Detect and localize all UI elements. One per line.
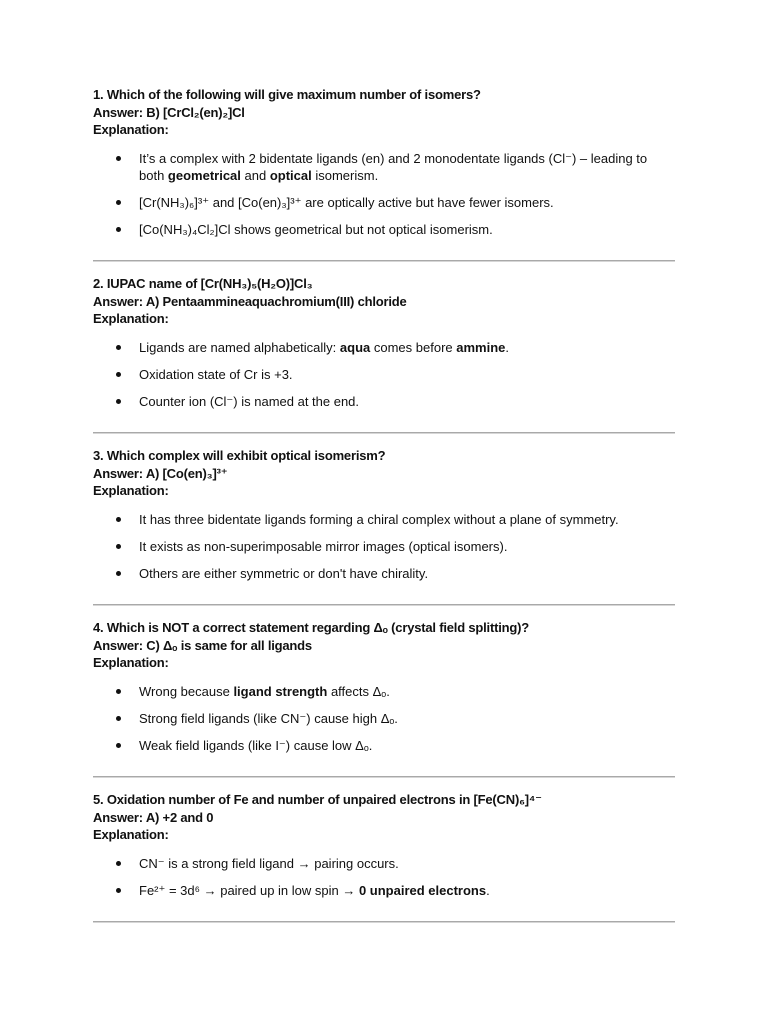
explanation-list xyxy=(93,150,675,238)
question-block-5 xyxy=(93,791,675,898)
explanation-point xyxy=(93,366,675,383)
document-page xyxy=(93,0,675,936)
bullet-dot xyxy=(116,372,121,377)
text-segment: . xyxy=(486,882,490,898)
explanation-label: Explanation: xyxy=(93,483,169,499)
explanation-point-text xyxy=(139,683,659,700)
answer-line: Answer: C) Δₒ is same for all ligands xyxy=(93,637,312,653)
text-segment: [Co(NH₃)₄Cl₂]Cl shows geometrical but not optical isomerism. xyxy=(139,221,493,237)
text-segment: CN⁻ is a strong field ligand → pairing occurs. xyxy=(139,855,399,871)
text-segment: and xyxy=(240,167,270,183)
text-segment: Wrong because xyxy=(139,683,234,699)
explanation-point xyxy=(93,565,675,582)
bold-text: ligand strength xyxy=(233,683,328,699)
explanation-label: Explanation: xyxy=(93,655,169,671)
text-segment: . xyxy=(505,339,510,355)
text-segment: It exists as non-superimposable mirror images (optical isomers). xyxy=(139,538,508,554)
bold-text: geometrical xyxy=(167,167,241,183)
explanation-point xyxy=(93,855,675,872)
explanation-point xyxy=(93,538,675,555)
explanation-point xyxy=(93,882,675,899)
explanation-point-text xyxy=(139,565,659,582)
bullet-dot xyxy=(116,571,121,576)
section-divider xyxy=(93,260,675,262)
question-block-3 xyxy=(93,447,675,581)
explanation-point-text xyxy=(139,339,659,356)
question-heading: 4. Which is NOT a correct statement regarding Δₒ (crystal field splitting)? xyxy=(93,620,529,636)
text-segment: It has three bidentate ligands forming a chiral complex without a plane of symmetry. xyxy=(139,511,619,527)
explanation-point-text xyxy=(139,194,659,211)
bold-text: 0 unpaired electrons xyxy=(358,882,487,898)
text-segment: Counter ion (Cl⁻) is named at the end. xyxy=(139,393,360,409)
bullet-dot xyxy=(116,743,121,748)
explanation-point-text xyxy=(139,221,659,238)
bullet-dot xyxy=(116,861,121,866)
bullet-dot xyxy=(116,544,121,549)
explanation-point-text xyxy=(139,393,659,410)
section-divider xyxy=(93,776,675,778)
bold-text: optical xyxy=(269,167,312,183)
bold-text: ammine xyxy=(456,339,506,355)
bold-text: aqua xyxy=(339,339,371,355)
explanation-point xyxy=(93,683,675,700)
bullet-dot xyxy=(116,517,121,522)
section-divider xyxy=(93,921,675,923)
explanation-list xyxy=(93,855,675,899)
explanation-label: Explanation: xyxy=(93,311,169,327)
explanation-point xyxy=(93,737,675,754)
text-segment: Others are either symmetric or don't have chirality. xyxy=(139,565,429,581)
explanation-point xyxy=(93,339,675,356)
answer-line: Answer: B) [CrCl₂(en)₂]Cl xyxy=(93,104,245,120)
explanation-point-text xyxy=(139,855,659,872)
explanation-point xyxy=(93,194,675,211)
text-segment: [Cr(NH₃)₆]³⁺ and [Co(en)₃]³⁺ are optically active but have fewer isomers. xyxy=(139,194,554,210)
explanation-list xyxy=(93,511,675,582)
explanation-label: Explanation: xyxy=(93,827,169,843)
bullet-dot xyxy=(116,200,121,205)
explanation-point-text xyxy=(139,882,659,899)
question-block-2 xyxy=(93,275,675,409)
text-segment: affects Δₒ. xyxy=(327,683,390,699)
bullet-dot xyxy=(116,716,121,721)
explanation-list xyxy=(93,339,675,410)
explanation-point-text xyxy=(139,710,659,727)
text-segment: Weak field ligands (like I⁻) cause low Δₒ. xyxy=(139,737,373,753)
text-segment: isomerism. xyxy=(311,167,379,183)
text-segment: It’s a complex with 2 bidentate ligands (en) and 2 monodentate ligands (Cl⁻) – leading to both xyxy=(139,150,648,183)
bullet-dot xyxy=(116,888,121,893)
explanation-point xyxy=(93,221,675,238)
explanation-list xyxy=(93,683,675,754)
question-heading: 3. Which complex will exhibit optical isomerism? xyxy=(93,448,386,464)
explanation-point-text xyxy=(139,366,659,383)
explanation-point-text xyxy=(139,150,659,184)
bullet-dot xyxy=(116,689,121,694)
text-segment: Ligands are named alphabetically: xyxy=(139,339,340,355)
question-heading: 1. Which of the following will give maximum number of isomers? xyxy=(93,87,481,103)
explanation-point-text xyxy=(139,737,659,754)
text-segment: Fe²⁺ = 3d⁶ → paired up in low spin → xyxy=(139,882,359,898)
bullet-dot xyxy=(116,345,121,350)
explanation-point xyxy=(93,511,675,528)
answer-line: Answer: A) +2 and 0 xyxy=(93,809,214,825)
answer-line: Answer: A) Pentaammineaquachromium(III) chloride xyxy=(93,293,407,309)
text-segment: comes before xyxy=(370,339,457,355)
explanation-label: Explanation: xyxy=(93,122,169,138)
explanation-point-text xyxy=(139,511,659,528)
explanation-point xyxy=(93,150,675,184)
question-block-1 xyxy=(93,86,675,237)
explanation-point xyxy=(93,710,675,727)
section-divider xyxy=(93,432,675,434)
bullet-dot xyxy=(116,156,121,161)
bullet-dot xyxy=(116,227,121,232)
question-heading: 5. Oxidation number of Fe and number of unpaired electrons in [Fe(CN)₆]⁴⁻ xyxy=(93,792,542,808)
text-segment: Strong field ligands (like CN⁻) cause high Δₒ. xyxy=(139,710,398,726)
question-block-4 xyxy=(93,619,675,753)
question-heading: 2. IUPAC name of [Cr(NH₃)₅(H₂O)]Cl₃ xyxy=(93,276,313,292)
explanation-point xyxy=(93,393,675,410)
section-divider xyxy=(93,604,675,606)
bullet-dot xyxy=(116,399,121,404)
answer-line: Answer: A) [Co(en)₃]³⁺ xyxy=(93,465,228,481)
text-segment: Oxidation state of Cr is +3. xyxy=(139,366,293,382)
explanation-point-text xyxy=(139,538,659,555)
